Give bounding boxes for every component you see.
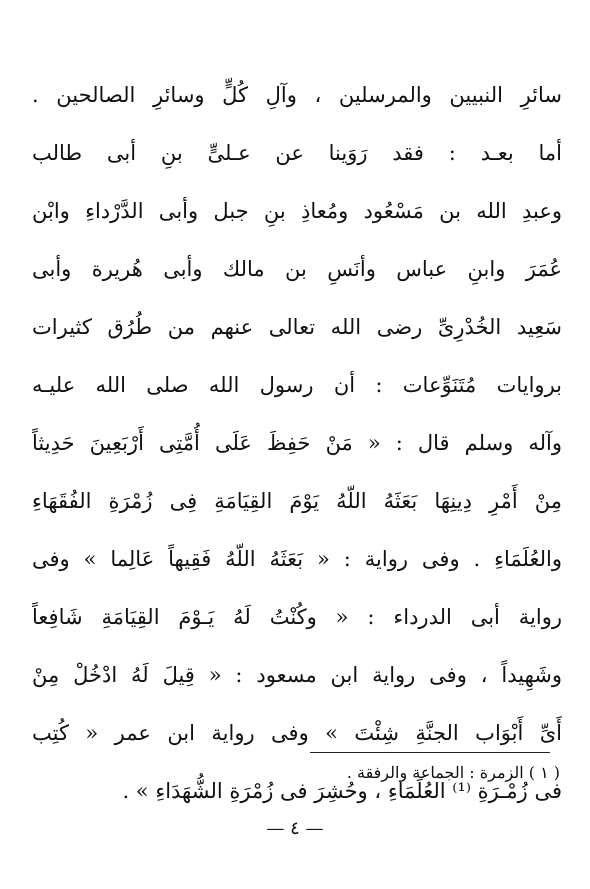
main-text-block [32,66,562,820]
text-line: سائرِ النبيين والمرسلين ، وآلِ كُلٍّ وسائرِ الصالحين . [32,83,562,107]
text-line: وعبدِ الله بن مَسْعُود ومُعاذِ بنِ جبل وأبى الدَّرْداءِ وابْن [32,199,562,223]
text-line: بروايات مُتَنَوِّعات : أن رسول الله صلى الله عليـه [32,373,562,397]
footnote-divider [310,752,550,753]
footnote: ( ١ ) الزمرة : الجماعة والرفقة . [346,763,560,782]
text-line: مِنْ أَمْرِ دِينِهَا بَعَثَهُ اللّهُ يَوْمَ القِيَامَةِ فِى زُمْرَةِ الفُقَهَاءِ [32,489,562,513]
page-number: — ٤ — [266,818,324,839]
text-line: سَعِيد الخُدْرِىِّ رضى الله تعالى عنهم من طُرُق كثيرات [32,315,562,339]
text-line: رواية أبى الدرداء : « وكُنْتُ لَهُ يَـوْمَ القِيَامَةِ شَافِعاً [32,605,562,629]
text-line: أَىِّ أَبْوَاب الجنَّةِ شِئْتَ » وفى رواية ابن عمر « كُتِب [32,721,562,745]
text-line: وآله وسلم قال : « مَنْ حَفِظَ عَلَى أُمَّتِى أَرْبَعِينَ حَدِيثاً [32,431,562,455]
text-line: والعُلَمَاءِ . وفى رواية : « بَعَثَهُ اللّهُ فَقِيهاً عَالِما » وفى [32,547,562,571]
text-line: وشَهِيداً ، وفى رواية ابن مسعود : « قِيلَ لَهُ ادْخُلْ مِنْ [32,663,562,687]
text-line: فى زُمْـرَةِ ⁽¹⁾ العُلَمَاءِ ، وحُشِرَ فى زُمْرَةِ الشُّهَدَاءِ » . [122,779,562,803]
text-line: أما بعـد : فقد رَوَينا عن عـلىٍّ بنِ أبى طالب [32,141,562,165]
text-line: عُمَرَ وابنِ عباس وأنَسِ بن مالك وأبى هُريرة وأبى [32,257,562,281]
